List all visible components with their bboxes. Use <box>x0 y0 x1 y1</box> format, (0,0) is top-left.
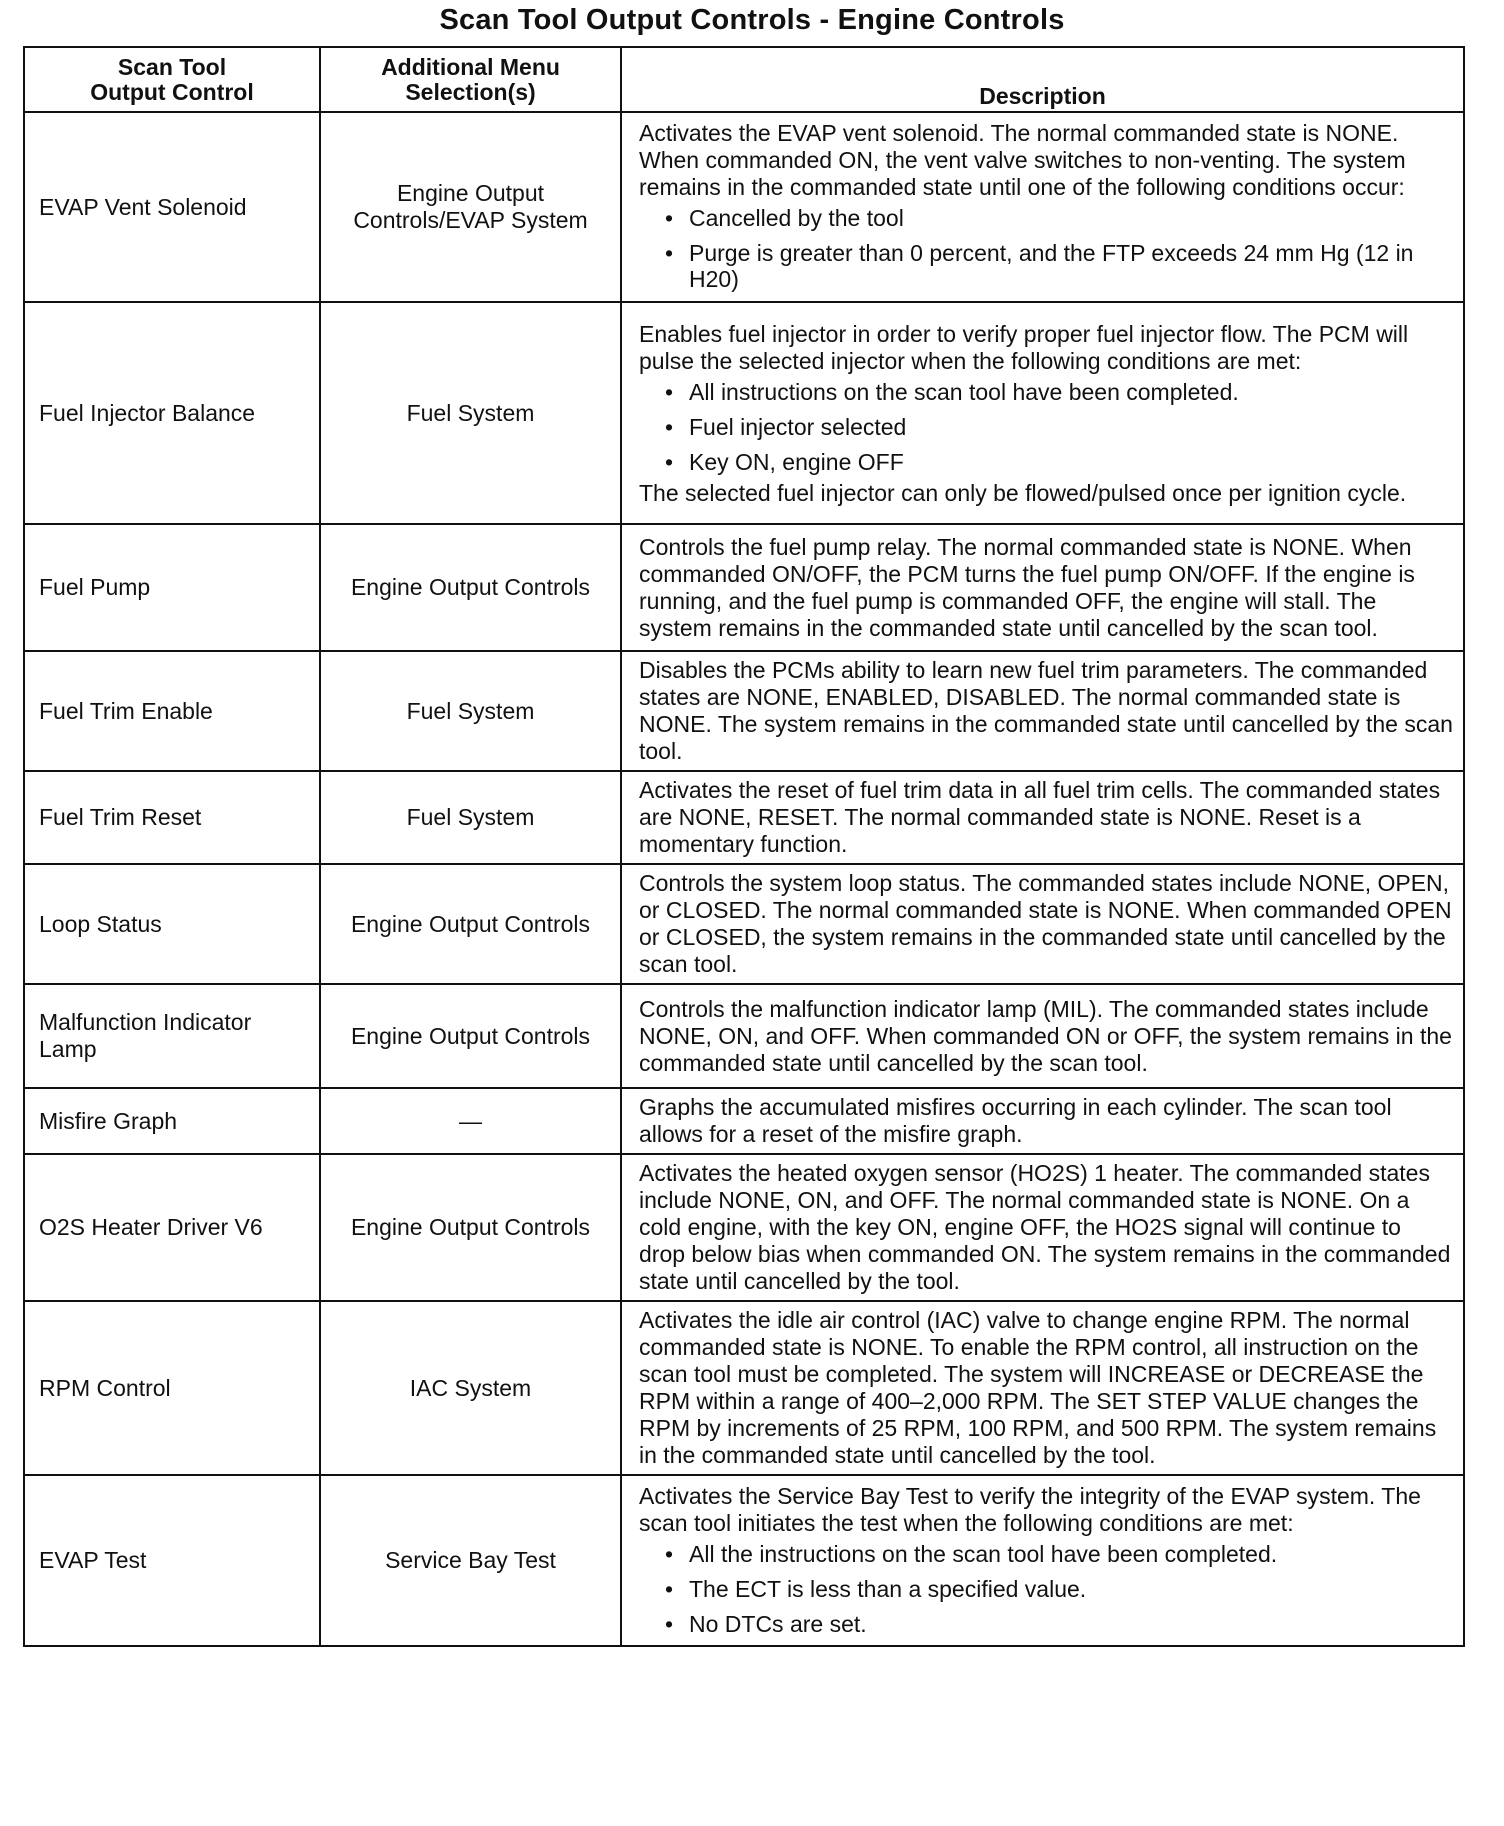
list-item-text: Fuel injector selected <box>689 413 907 440</box>
description-text: Activates the Service Bay Test to verify the integrity of the EVAP system. The scan tool initiates the test when the following conditions are met: <box>639 1482 1421 1536</box>
bullet-icon: • <box>665 448 674 475</box>
description-note: The selected fuel injector can only be flowed/pulsed once per ignition cycle. <box>639 479 1407 506</box>
cell-menu-selection: Engine Output Controls <box>320 984 621 1088</box>
cell-output-control: Fuel Pump <box>24 524 320 651</box>
cell-output-control: EVAP Vent Solenoid <box>24 112 320 302</box>
cell-output-control: O2S Heater Driver V6 <box>24 1154 320 1301</box>
description-text: Graphs the accumulated misfires occurring in each cylinder. The scan tool allows for a reset of the misfire graph. <box>639 1094 1392 1147</box>
list-item-text: All the instructions on the scan tool have been completed. <box>689 1540 1278 1567</box>
list-item-text: All instructions on the scan tool have been completed. <box>689 378 1239 405</box>
cell-description <box>621 524 1464 651</box>
cell-output-control: Malfunction Indicator Lamp <box>24 984 320 1088</box>
cell-menu-selection: Fuel System <box>320 302 621 524</box>
cell-description <box>621 302 1464 524</box>
cell-menu-selection: Engine Output Controls/EVAP System <box>320 112 621 302</box>
cell-menu-selection: Service Bay Test <box>320 1475 621 1646</box>
list-item-text: The ECT is less than a specified value. <box>689 1575 1087 1602</box>
table-row <box>24 1088 1464 1154</box>
table-row <box>24 302 1464 524</box>
output-controls-table <box>23 46 1465 1647</box>
cell-menu-selection: Engine Output Controls <box>320 524 621 651</box>
cell-output-control: Misfire Graph <box>24 1088 320 1154</box>
cell-description <box>621 984 1464 1088</box>
cell-menu-selection: IAC System <box>320 1301 621 1475</box>
cell-output-control: EVAP Test <box>24 1475 320 1646</box>
cell-description <box>621 771 1464 864</box>
description-text: Activates the reset of fuel trim data in all fuel trim cells. The commanded states are NONE, RESET. The normal commanded state is NONE. Reset is a momentary function. <box>639 777 1441 857</box>
description-text: Activates the EVAP vent solenoid. The normal commanded state is NONE. When commanded ON, the vent valve switches to non-venting. The system remains in the commanded state until one of the following conditions occur: <box>639 120 1406 200</box>
list-item-text: Cancelled by the tool <box>689 205 904 231</box>
list-item <box>665 1611 1453 1637</box>
cell-description <box>621 1301 1464 1475</box>
cell-description <box>621 651 1464 771</box>
table-row <box>24 524 1464 651</box>
header-control: Scan Tool Output Control <box>24 47 320 112</box>
cell-output-control: Loop Status <box>24 864 320 984</box>
header-menu: Additional Menu Selection(s) <box>320 47 621 112</box>
bullet-icon: • <box>665 413 674 440</box>
table-body <box>24 112 1464 1646</box>
table-row <box>24 1301 1464 1475</box>
description-text: Enables fuel injector in order to verify proper fuel injector flow. The PCM will pulse the selected injector when the following conditions are met: <box>639 320 1409 374</box>
cell-menu-selection: Engine Output Controls <box>320 864 621 984</box>
list-item <box>665 205 1453 231</box>
condition-list <box>639 379 1453 475</box>
bullet-icon: • <box>665 205 674 231</box>
table-row <box>24 771 1464 864</box>
table-row <box>24 1475 1464 1646</box>
cell-menu-selection: — <box>320 1088 621 1154</box>
description-text: Controls the fuel pump relay. The normal commanded state is NONE. When commanded ON/OFF, the PCM turns the fuel pump ON/OFF. If the engine is running, and the fuel pump is commanded OFF, the engine will stall. The system remains in the commanded state until cancelled by the scan tool. <box>639 533 1415 641</box>
table-row <box>24 984 1464 1088</box>
list-item <box>665 1541 1453 1567</box>
description-text: Disables the PCMs ability to learn new fuel trim parameters. The commanded states are NONE, ENABLED, DISABLED. The normal commanded state is NONE. The system remains in the commanded state until cancelled by the scan tool. <box>639 657 1453 764</box>
cell-description <box>621 112 1464 302</box>
bullet-icon: • <box>665 1575 674 1602</box>
table-row <box>24 651 1464 771</box>
list-item-text: No DTCs are set. <box>689 1610 867 1637</box>
description-text: Activates the idle air control (IAC) valve to change engine RPM. The normal commanded state is NONE. To enable the RPM control, all instruction on the scan tool must be completed. The system will INCREASE or DECREASE the RPM within a range of 400–2,000 RPM. The SET STEP VALUE changes the RPM by increments of 25 RPM, 100 RPM, and 500 RPM. The system remains in the commanded state until cancelled by the tool. <box>639 1307 1437 1468</box>
list-item <box>665 1576 1453 1602</box>
list-item <box>665 414 1453 440</box>
cell-menu-selection: Fuel System <box>320 651 621 771</box>
description-text: Controls the system loop status. The commanded states include NONE, OPEN, or CLOSED. The normal commanded state is NONE. When commanded OPEN or CLOSED, the system remains in the commanded state until cancelled by the scan tool. <box>639 870 1452 977</box>
cell-output-control: Fuel Trim Enable <box>24 651 320 771</box>
bullet-icon: • <box>665 240 674 266</box>
bullet-icon: • <box>665 1610 674 1637</box>
cell-output-control: Fuel Injector Balance <box>24 302 320 524</box>
cell-description <box>621 1475 1464 1646</box>
condition-list <box>639 205 1453 292</box>
table-row <box>24 1154 1464 1301</box>
bullet-icon: • <box>665 378 674 405</box>
cell-menu-selection: Fuel System <box>320 771 621 864</box>
header-description: Description <box>621 47 1464 112</box>
description-text: Activates the heated oxygen sensor (HO2S) 1 heater. The commanded states include NONE, ON, and OFF. The normal commanded state is NONE. On a cold engine, with the key ON, engine OFF, the HO2S signal will continue to drop below bias when commanded ON. The system remains in the commanded state until cancelled by the tool. <box>639 1160 1451 1294</box>
cell-menu-selection: Engine Output Controls <box>320 1154 621 1301</box>
bullet-icon: • <box>665 1540 674 1567</box>
cell-output-control: RPM Control <box>24 1301 320 1475</box>
list-item-text: Key ON, engine OFF <box>689 448 904 475</box>
cell-output-control: Fuel Trim Reset <box>24 771 320 864</box>
list-item <box>665 240 1453 292</box>
page-title: Scan Tool Output Controls - Engine Controls <box>439 4 1065 36</box>
list-item <box>665 449 1453 475</box>
table-row <box>24 864 1464 984</box>
cell-description <box>621 864 1464 984</box>
cell-description <box>621 1088 1464 1154</box>
condition-list <box>639 1541 1453 1637</box>
list-item-text: Purge is greater than 0 percent, and the FTP exceeds 24 mm Hg (12 in H20) <box>689 240 1414 292</box>
list-item <box>665 379 1453 405</box>
description-text: Controls the malfunction indicator lamp (MIL). The commanded states include NONE, ON, and OFF. When commanded ON or OFF, the system remains in the commanded state until cancelled by the scan tool. <box>639 995 1452 1076</box>
table-row <box>24 112 1464 302</box>
header-row <box>24 47 1464 112</box>
cell-description <box>621 1154 1464 1301</box>
